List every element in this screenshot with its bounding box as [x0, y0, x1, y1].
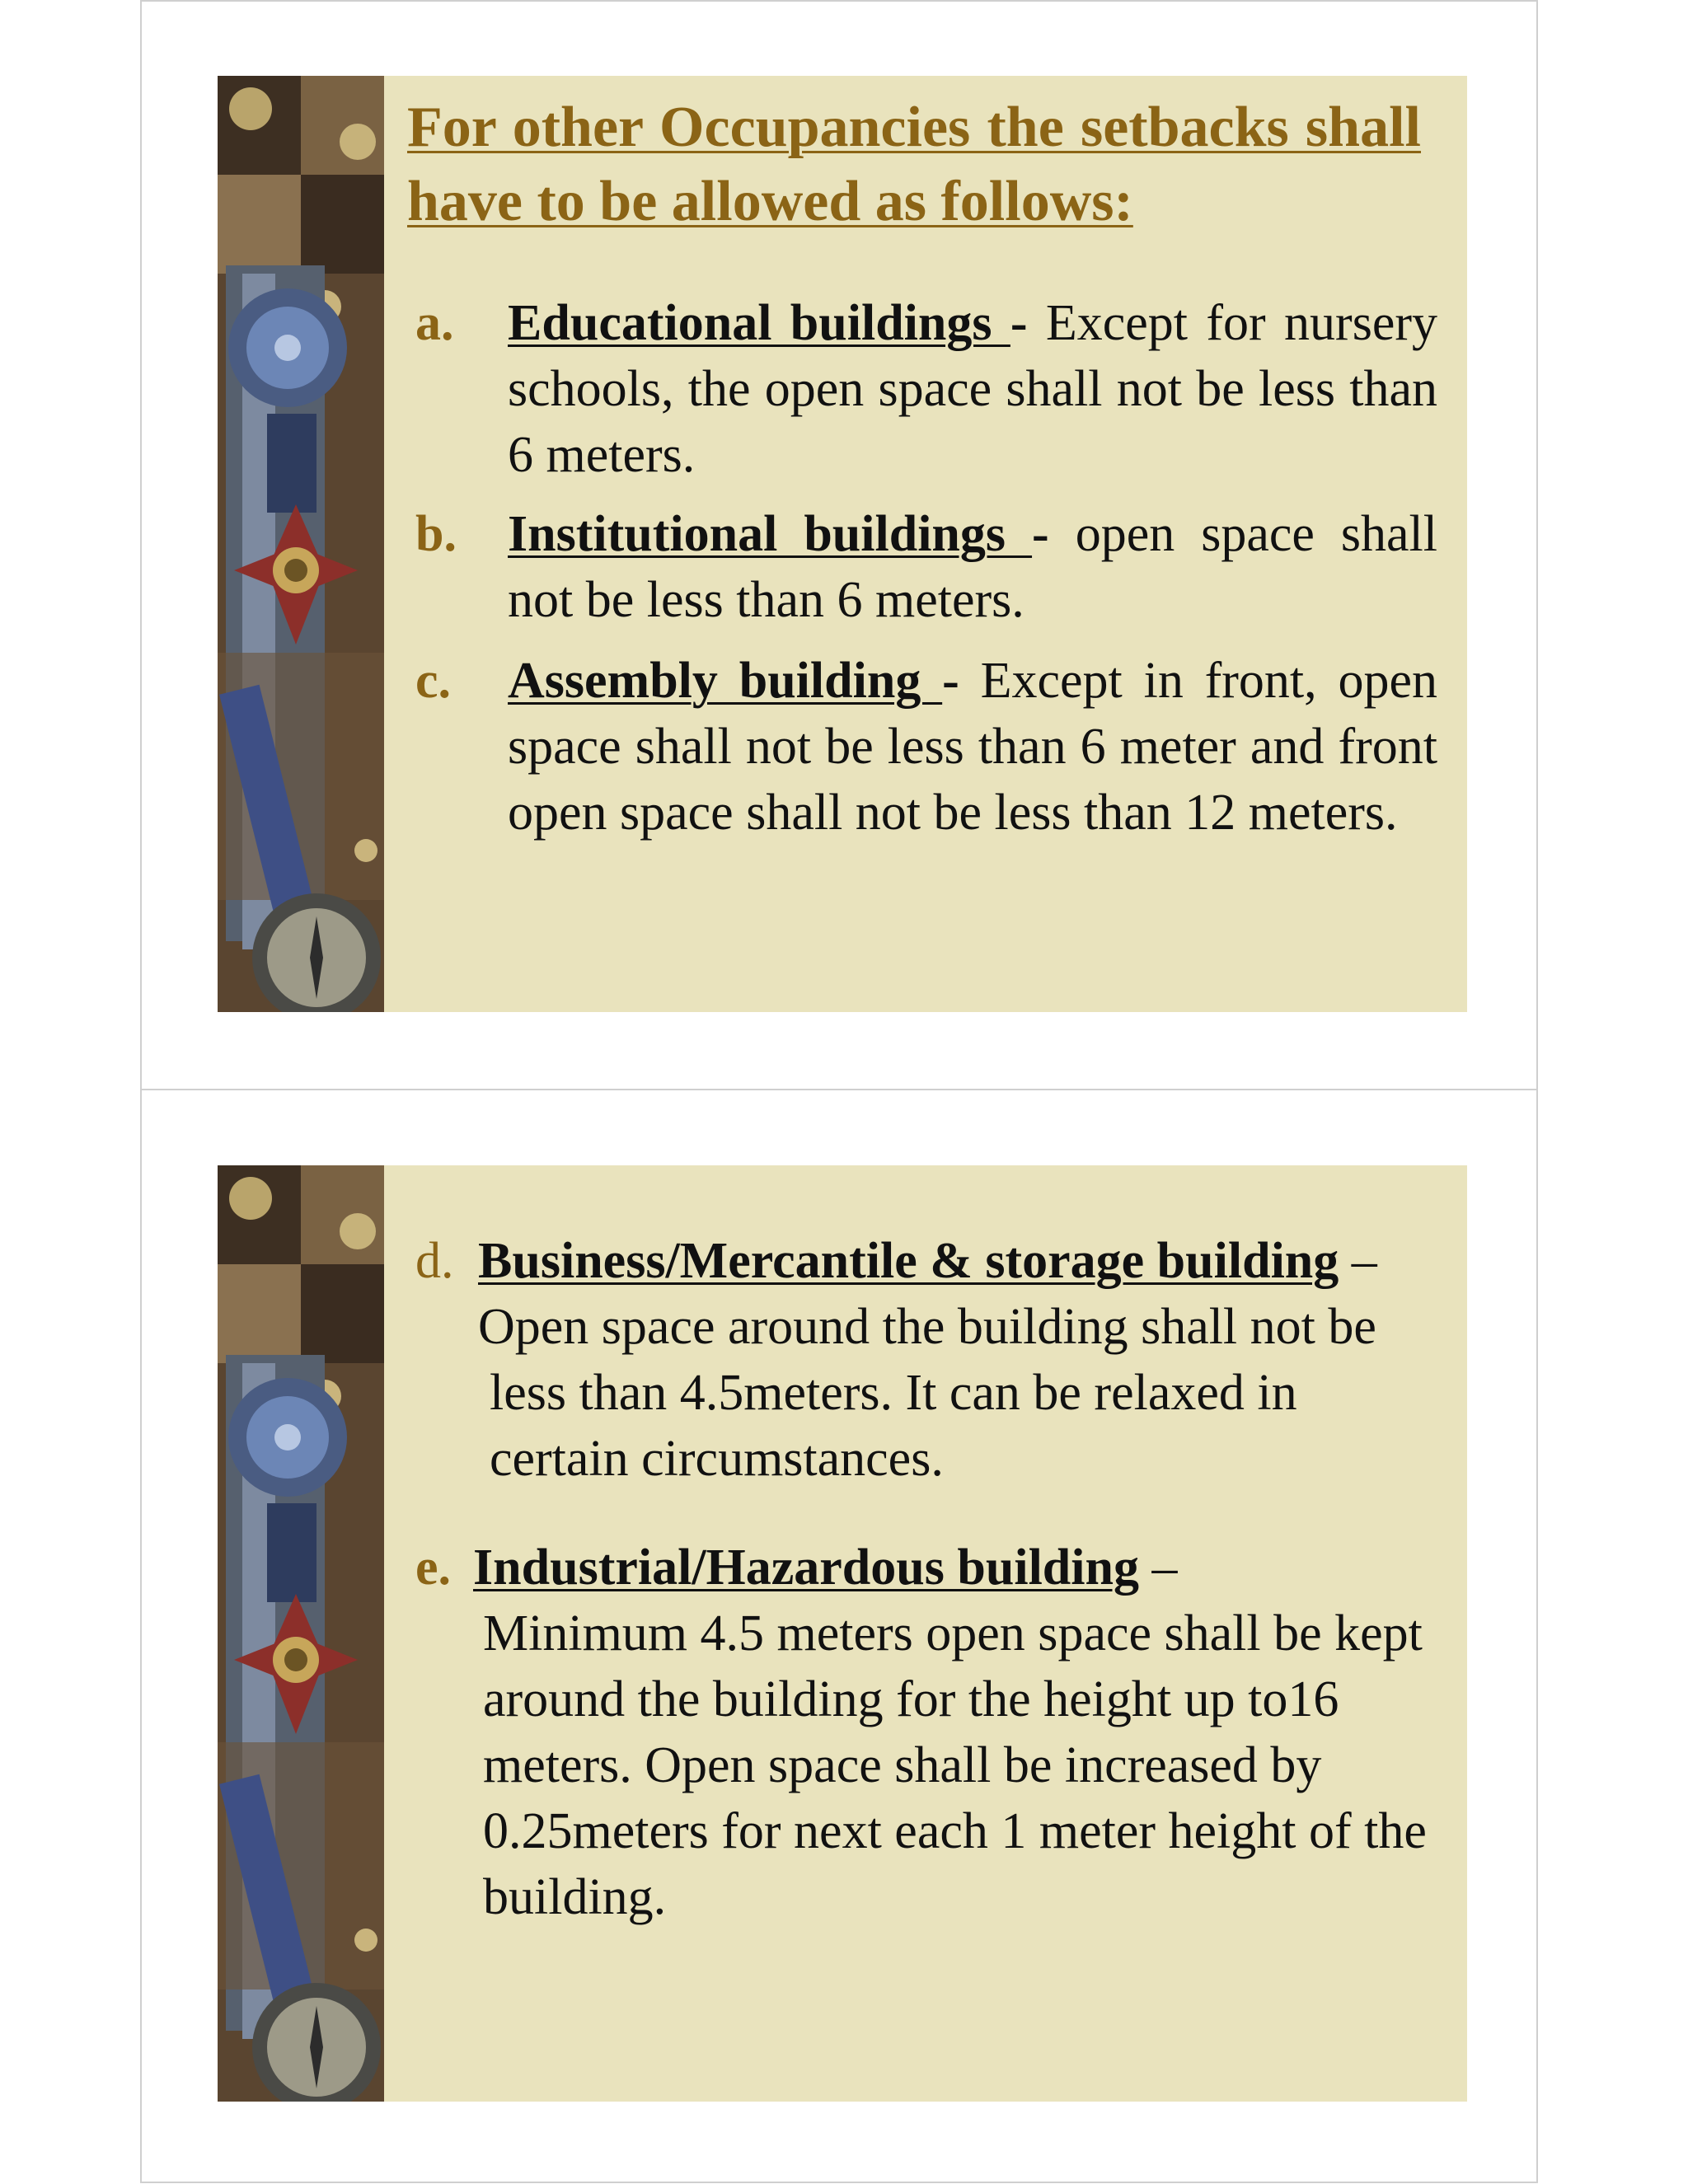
medal-collage-icon — [218, 76, 384, 1012]
list-item-body — [508, 290, 1437, 488]
list-item-educational — [415, 290, 1437, 488]
slide-divider — [140, 1089, 1538, 1090]
term-dash: - — [942, 653, 959, 709]
list-item-body — [478, 1228, 1467, 1492]
term-industrial-building: Industrial/Hazardous building — [473, 1540, 1139, 1596]
term-dash: - — [1032, 506, 1049, 562]
item-text: Except in front, open space shall not be less than 6 meter and front open space shall not be less than 12 meters. — [508, 653, 1437, 841]
item-text: open space shall not be less than 6 meters. — [508, 506, 1437, 628]
list-marker: d. — [415, 1233, 454, 1289]
list-marker: c. — [415, 653, 452, 709]
list-item-body — [508, 648, 1437, 846]
term-educational-buildings: Educational buildings — [508, 295, 1010, 351]
item-text-line: certain circumstances. — [490, 1431, 944, 1487]
list-item-body — [473, 1535, 1467, 1930]
medal-collage-image — [218, 76, 384, 1012]
list-item-industrial — [415, 1535, 1467, 1930]
list-item-assembly — [415, 648, 1437, 846]
item-text-line: less than 4.5meters. It can be relaxed in — [490, 1365, 1297, 1421]
list-item-institutional — [415, 501, 1437, 633]
item-text: Except for nursery schools, the open space shall not be less than 6 meters. — [508, 295, 1437, 483]
medal-collage-icon — [218, 1165, 384, 2102]
term-dash: - — [1010, 295, 1028, 351]
list-marker: b. — [415, 506, 457, 562]
list-item-business — [415, 1228, 1467, 1492]
medal-collage-image — [218, 1165, 384, 2102]
term-dash: – — [1139, 1540, 1178, 1596]
item-text: Minimum 4.5 meters open space shall be kept around the building for the height up to16 meters. Open space shall be increased by 0.25meters for next each 1 meter height of the building. — [483, 1605, 1427, 1925]
slide-title: For other Occupancies the setbacks shall have to be allowed as follows: — [407, 96, 1421, 233]
slide-2 — [218, 1165, 1467, 2102]
term-institutional-buildings: Institutional buildings — [508, 506, 1033, 562]
list-marker: e. — [415, 1540, 452, 1596]
term-business-building: Business/Mercantile & storage building — [478, 1233, 1339, 1289]
term-dash: – — [1339, 1233, 1377, 1289]
item-text-line: Open space around the building shall not be — [478, 1299, 1376, 1355]
list-item-body — [508, 501, 1437, 633]
slide-1 — [218, 76, 1467, 1012]
list-marker: a. — [415, 295, 454, 351]
term-assembly-building: Assembly building — [508, 653, 943, 709]
